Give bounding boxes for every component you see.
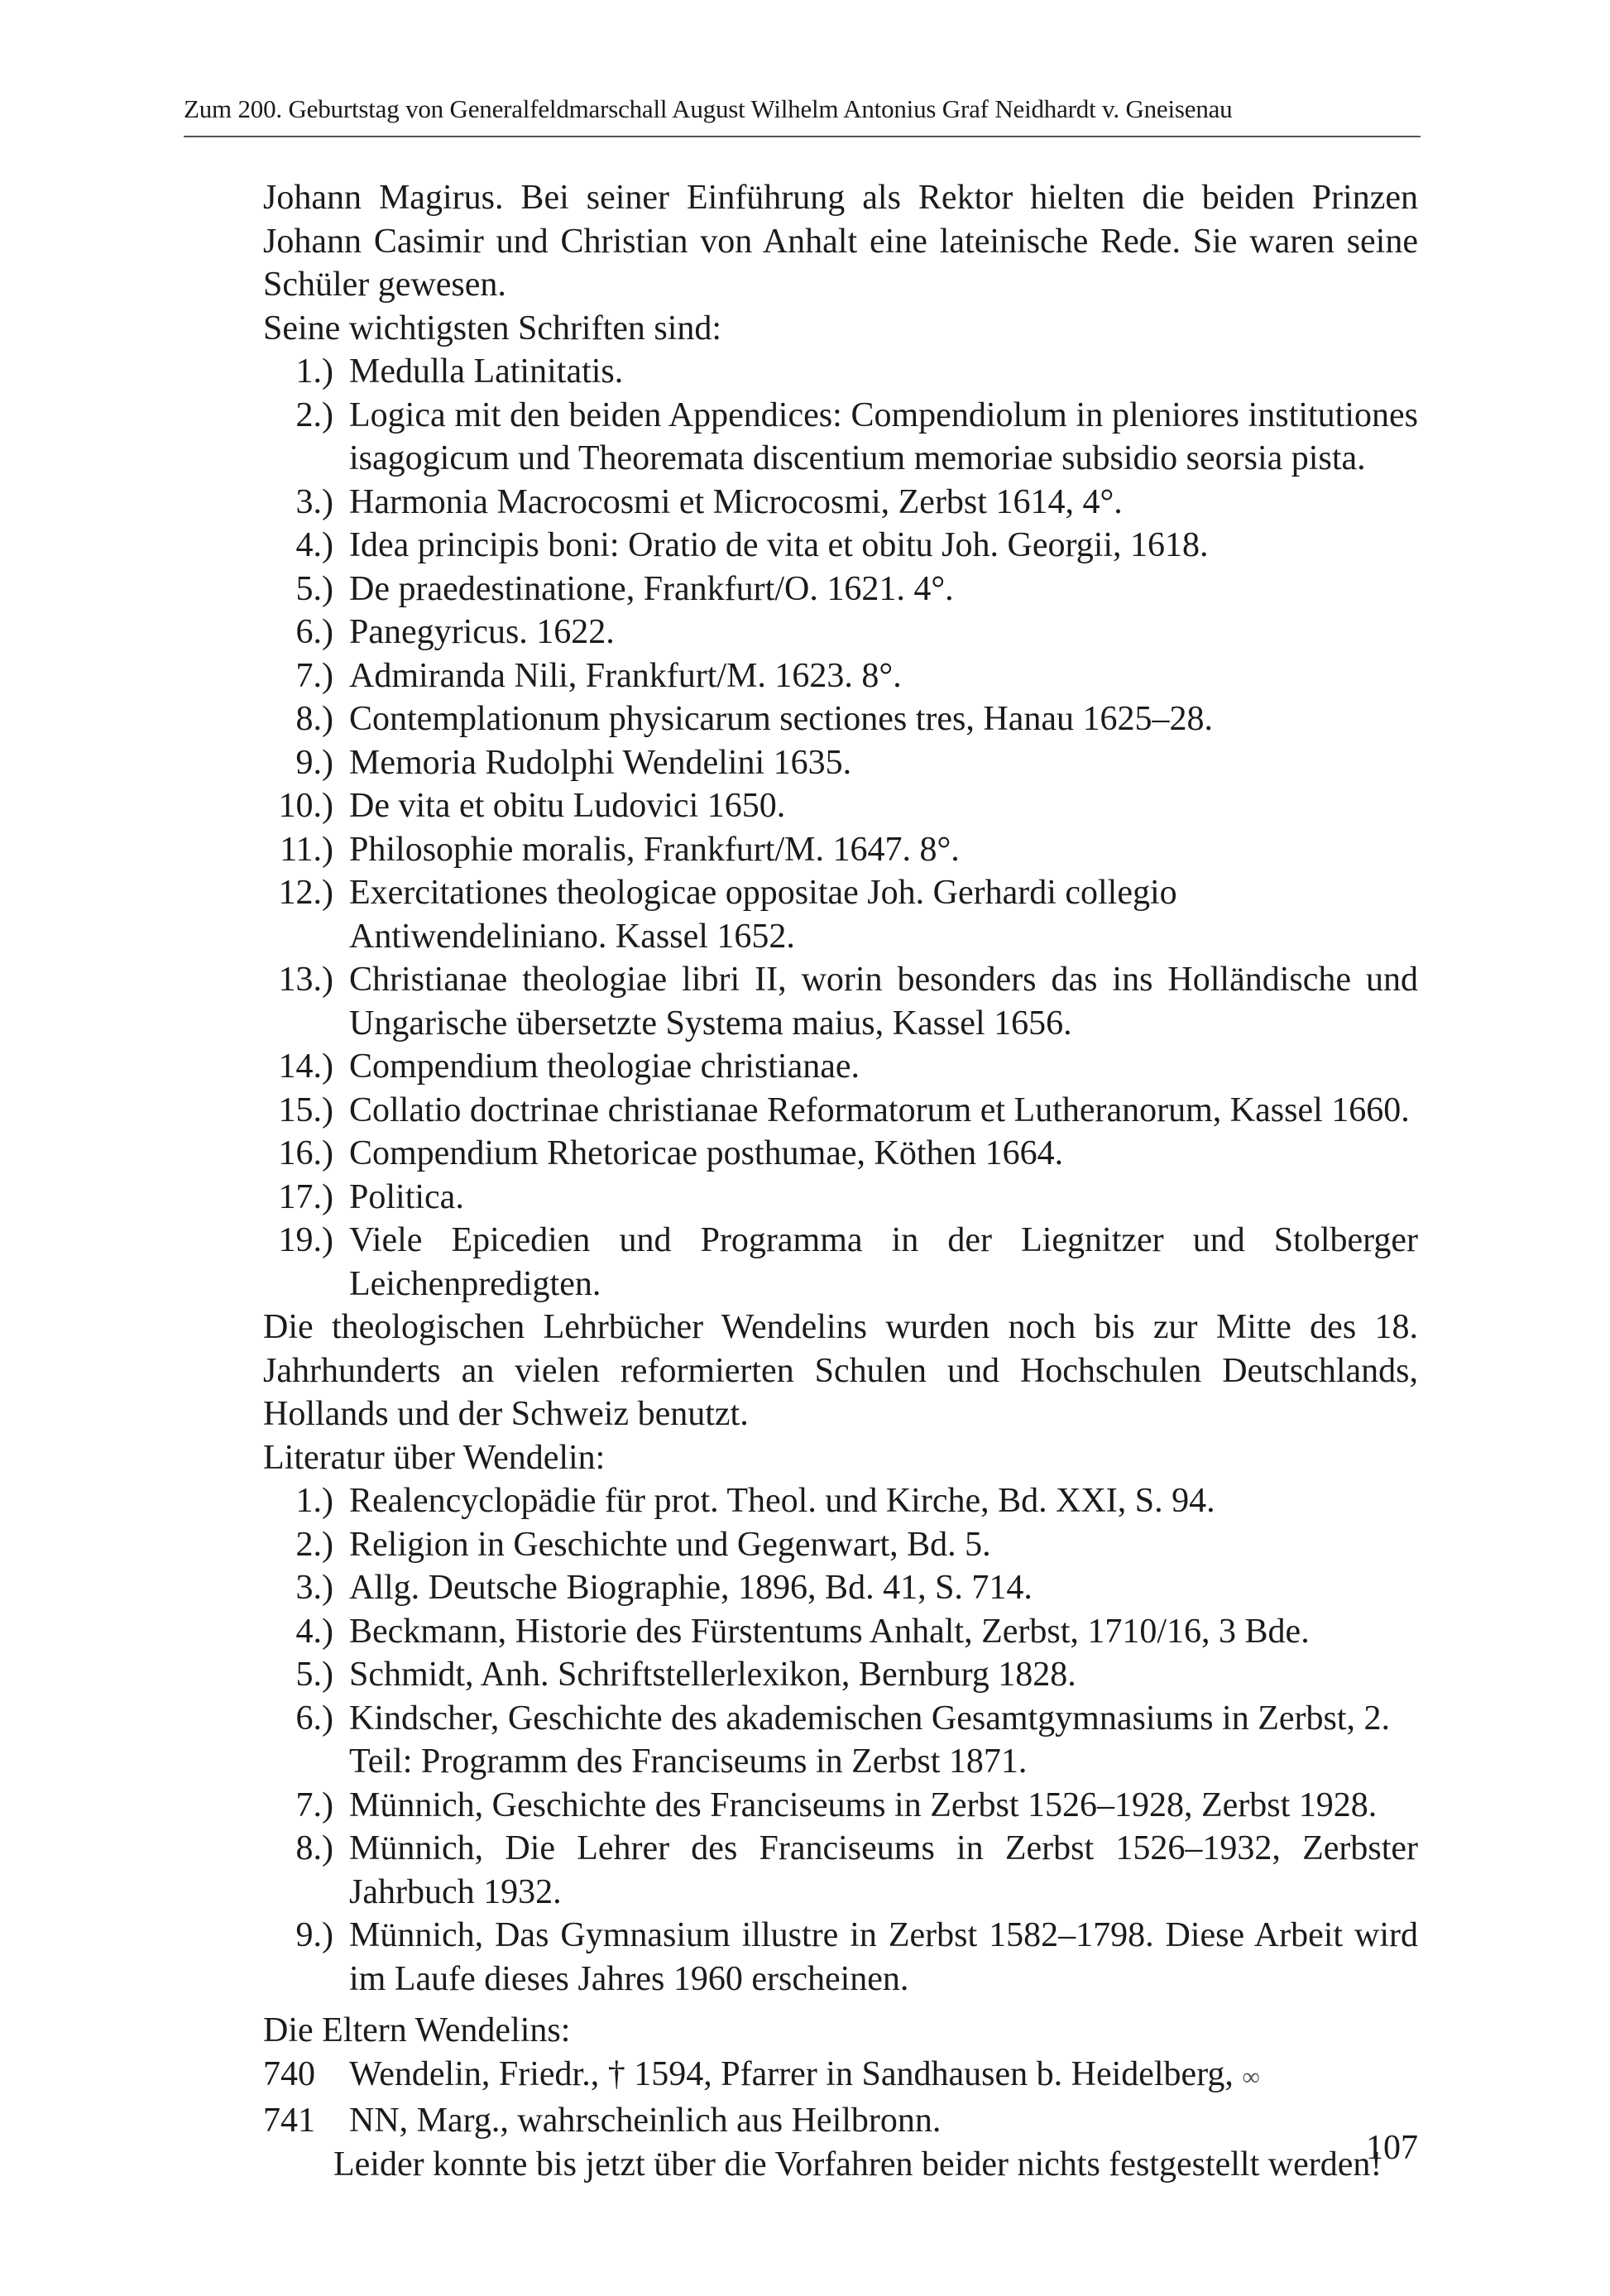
list-item — [263, 828, 1418, 872]
item-number: 4.) — [295, 1612, 333, 1651]
item-number: 4.) — [295, 526, 333, 564]
ancestor-text — [349, 2053, 1418, 2100]
list-item — [263, 1089, 1418, 1133]
item-text: Panegyricus. 1622. — [349, 613, 615, 651]
item-text: Münnich, Das Gymnasium illustre in Zerbst 1582–1798. Diese Arbeit wird im Laufe dieses Jahres 1960 erscheinen. — [349, 1916, 1418, 1998]
item-text: Harmonia Macrocosmi et Microcosmi, Zerbst 1614, 4°. — [349, 482, 1123, 521]
item-text: Collatio doctrinae christianae Reformatorum et Lutheranorum, Kassel 1660. — [349, 1090, 1410, 1129]
literature-heading: Literatur über Wendelin: — [263, 1438, 606, 1477]
item-number: 10.) — [278, 787, 333, 825]
item-number: 13.) — [278, 961, 333, 999]
item-number: 3.) — [295, 1569, 333, 1607]
ancestor-entry — [263, 2099, 1418, 2143]
item-number: 5.) — [295, 1656, 333, 1694]
item-number: 9.) — [295, 743, 333, 782]
item-number: 14.) — [278, 1047, 333, 1086]
item-number: 9.) — [295, 1916, 333, 1954]
list-item — [263, 697, 1418, 741]
list-item — [263, 1697, 1418, 1784]
list-item — [263, 1610, 1418, 1654]
page-body — [263, 176, 1418, 2186]
item-text: Idea principis boni: Oratio de vita et obitu Joh. Georgii, 1618. — [349, 526, 1209, 564]
item-number: 11.) — [280, 830, 333, 869]
item-number: 2.) — [295, 395, 333, 434]
item-text: Kindscher, Geschichte des akademischen Gesamtgymnasiums in Zerbst, 2. Teil: Programm des Franciseums in Zerbst 1871. — [349, 1699, 1390, 1781]
item-number: 8.) — [295, 700, 333, 738]
intro-paragraph: Johann Magirus. Bei seiner Einführung als Rektor hielten die beiden Prinzen Johann Casimir und Christian von Anhalt eine lateinische Rede. Sie waren seine Schüler gewesen. — [263, 179, 1418, 304]
item-text: Compendium theologiae christianae. — [349, 1047, 860, 1086]
list-item — [263, 568, 1418, 611]
list-item — [263, 871, 1418, 958]
list-item — [263, 1523, 1418, 1567]
ancestor-text-main: Wendelin, Friedr., † 1594, Pfarrer in Sandhausen b. Heidelberg, — [349, 2054, 1234, 2093]
item-number: 1.) — [295, 352, 333, 391]
item-number: 12.) — [278, 874, 333, 912]
item-text: Politica. — [349, 1177, 464, 1216]
item-text: Allg. Deutsche Biographie, 1896, Bd. 41, S. 714. — [349, 1569, 1033, 1607]
item-text: Logica mit den beiden Appendices: Compendiolum in pleniores institutiones isagogicum und Theoremata discentium memoriae subsidio seorsia pista. — [349, 395, 1418, 477]
page-number: 107 — [1366, 2129, 1418, 2167]
ancestor-number: 740 — [263, 2054, 315, 2093]
item-text: Religion in Geschichte und Gegenwart, Bd. 5. — [349, 1525, 991, 1564]
item-text: Christianae theologiae libri II, worin besonders das ins Holländische und Ungarische übersetzte Systema maius, Kassel 1656. — [349, 961, 1418, 1043]
list-item — [263, 1219, 1418, 1306]
list-item — [263, 1653, 1418, 1697]
item-number: 6.) — [295, 1699, 333, 1738]
list-item — [263, 350, 1418, 394]
literature-list — [263, 1479, 1418, 2001]
item-text: Compendium Rhetoricae posthumae, Köthen 1664. — [349, 1134, 1064, 1172]
list-item — [263, 1914, 1418, 2001]
list-item — [263, 1566, 1418, 1610]
parents-list — [263, 2053, 1418, 2187]
item-number: 5.) — [295, 569, 333, 608]
item-number: 3.) — [295, 482, 333, 521]
list-item — [263, 1045, 1418, 1089]
list-item — [263, 394, 1418, 481]
list-item — [263, 1176, 1418, 1220]
list-item — [263, 1784, 1418, 1828]
list-item — [263, 784, 1418, 828]
item-text: De praedestinatione, Frankfurt/O. 1621. 4°. — [349, 569, 954, 608]
item-number: 16.) — [278, 1134, 333, 1172]
list-item — [263, 1479, 1418, 1523]
item-text: Beckmann, Historie des Fürstentums Anhalt, Zerbst, 1710/16, 3 Bde. — [349, 1612, 1310, 1651]
list-item — [263, 524, 1418, 568]
ancestor-text: NN, Marg., wahrscheinlich aus Heilbronn. — [349, 2102, 942, 2140]
list-item — [263, 654, 1418, 698]
list-item — [263, 958, 1418, 1045]
list-item — [263, 1827, 1418, 1914]
summary-paragraph: Die theologischen Lehrbücher Wendelins wurden noch bis zur Mitte des 18. Jahrhunderts an vielen reformierten Schulen und Hochschulen Deutschlands, Hollands und der Schweiz benutzt. — [263, 1308, 1418, 1433]
writings-heading: Seine wichtigsten Schriften sind: — [263, 309, 722, 348]
item-text: Realencyclopädie für prot. Theol. und Kirche, Bd. XXI, S. 94. — [349, 1482, 1215, 1520]
item-text: De vita et obitu Ludovici 1650. — [349, 787, 786, 825]
item-number: 1.) — [295, 1482, 333, 1520]
closing-note: Leider konnte bis jetzt über die Vorfahren beider nichts festgestellt werden! — [333, 2145, 1382, 2183]
item-text: Memoria Rudolphi Wendelini 1635. — [349, 743, 852, 782]
list-item — [263, 1132, 1418, 1176]
list-item — [263, 741, 1418, 785]
item-text: Exercitationes theologicae oppositae Joh. Gerhardi collegio Antiwendeliniano. Kassel 1652. — [349, 874, 1177, 956]
marriage-symbol: ∞ — [1242, 2063, 1260, 2091]
item-number: 7.) — [295, 1786, 333, 1824]
item-number: 2.) — [295, 1525, 333, 1564]
item-text: Medulla Latinitatis. — [349, 352, 624, 391]
writings-list — [263, 350, 1418, 1306]
ancestor-number: 741 — [263, 2102, 315, 2140]
running-head: Zum 200. Geburtstag von Generalfeldmarschall August Wilhelm Antonius Graf Neidhardt v. Gneisenau — [184, 94, 1233, 123]
item-text: Münnich, Geschichte des Franciseums in Zerbst 1526–1928, Zerbst 1928. — [349, 1786, 1378, 1824]
item-number: 7.) — [295, 656, 333, 695]
item-text: Contemplationum physicarum sectiones tres, Hanau 1625–28. — [349, 700, 1213, 738]
list-item — [263, 611, 1418, 654]
item-number: 17.) — [278, 1177, 333, 1216]
item-text: Philosophie moralis, Frankfurt/M. 1647. 8°. — [349, 830, 960, 869]
item-number: 15.) — [278, 1090, 333, 1129]
header-rule — [184, 136, 1421, 137]
ancestor-entry — [263, 2053, 1418, 2100]
parents-heading: Die Eltern Wendelins: — [263, 2011, 571, 2049]
list-item — [263, 481, 1418, 525]
item-text: Schmidt, Anh. Schriftstellerlexikon, Bernburg 1828. — [349, 1656, 1076, 1694]
item-text: Admiranda Nili, Frankfurt/M. 1623. 8°. — [349, 656, 902, 695]
item-text: Münnich, Die Lehrer des Franciseums in Zerbst 1526–1932, Zerbster Jahrbuch 1932. — [349, 1829, 1418, 1911]
item-number: 6.) — [295, 613, 333, 651]
item-number: 19.) — [278, 1221, 333, 1259]
item-text: Viele Epicedien und Programma in der Liegnitzer und Stolberger Leichenpredigten. — [349, 1221, 1418, 1303]
item-number: 8.) — [295, 1829, 333, 1867]
